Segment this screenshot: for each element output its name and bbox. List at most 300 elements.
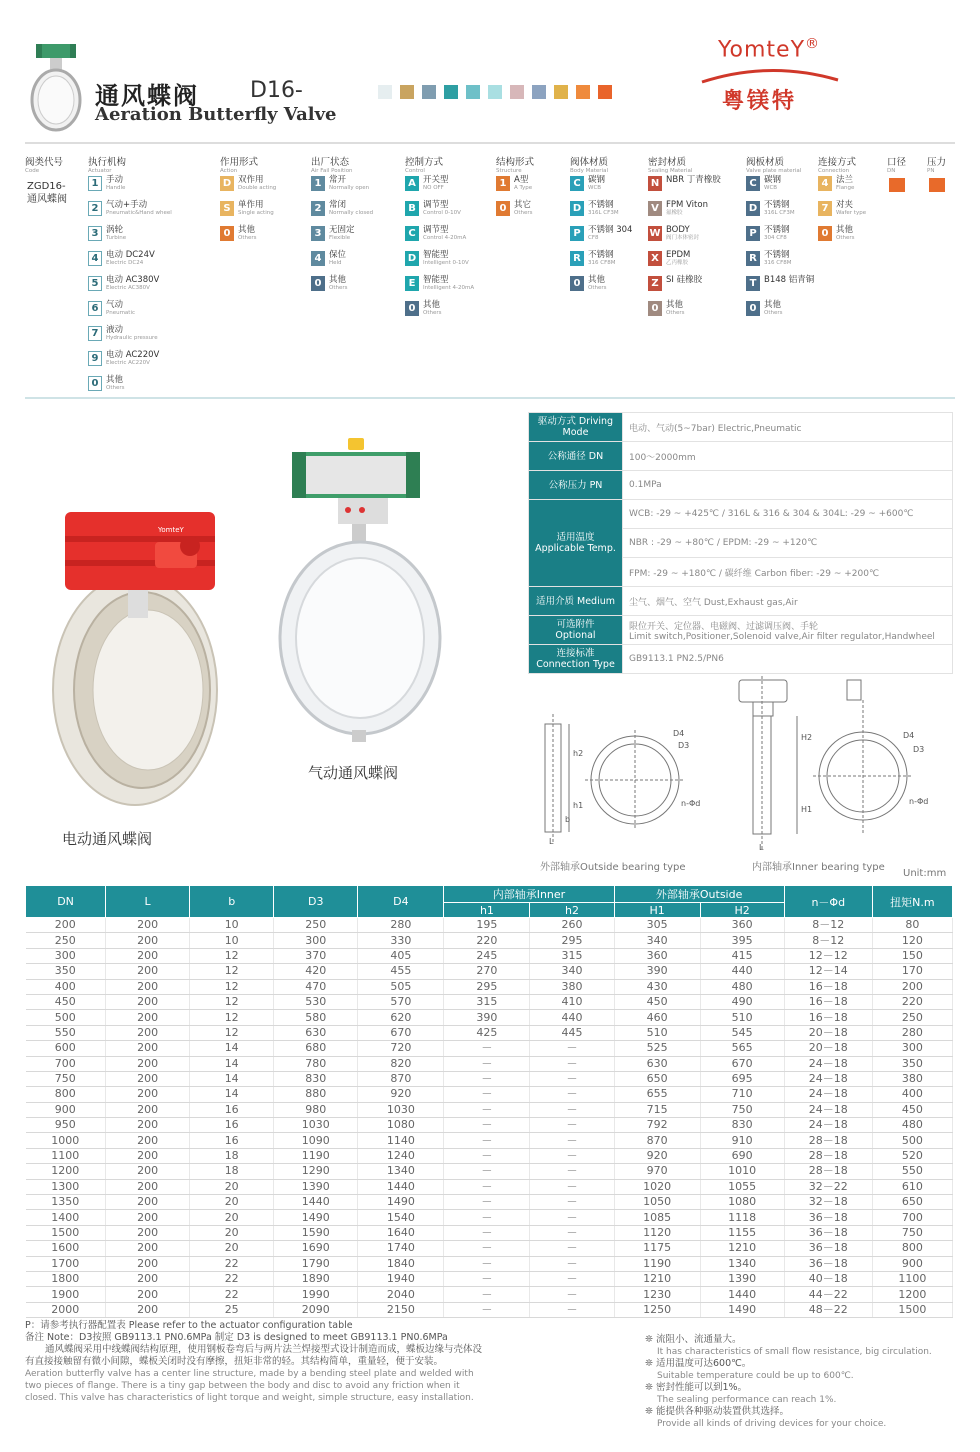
code-desc: 通风蝶阀 — [27, 194, 67, 205]
option-label: 其他 Others — [764, 300, 783, 316]
option-label: 不锈钢 304 CF8 — [588, 225, 633, 241]
table-cell: 920 — [614, 1148, 700, 1163]
table-cell: 22 — [190, 1271, 274, 1286]
option-label: 碳钢 WCB — [764, 175, 782, 191]
table-cell: 44－22 — [784, 1287, 872, 1302]
option-code: Z — [648, 276, 662, 291]
table-cell: 400 — [26, 979, 106, 994]
table-cell: － — [444, 1041, 530, 1056]
selection-option-actuator — [88, 276, 159, 291]
table-cell: 1230 — [614, 1287, 700, 1302]
table-cell: － — [444, 1210, 530, 1225]
table-cell: 20 — [190, 1225, 274, 1240]
table-cell: 200 — [106, 1241, 190, 1256]
option-code: D — [220, 176, 234, 191]
table-cell: － — [530, 1041, 614, 1056]
table-cell: 1175 — [614, 1241, 700, 1256]
th-nd: n－Φd — [784, 886, 872, 918]
table-cell: 340 — [614, 933, 700, 948]
option-label: B148 铝青铜 — [764, 275, 815, 285]
table-cell: 270 — [444, 964, 530, 979]
table-row — [26, 1133, 953, 1148]
selection-option-action — [220, 201, 274, 216]
table-cell: 295 — [530, 933, 614, 948]
table-cell: 1240 — [358, 1148, 444, 1163]
table-cell: 695 — [700, 1071, 784, 1086]
model-code: D16- — [250, 78, 303, 103]
feature-list — [645, 1334, 955, 1430]
spec-key: 连接标准 Connection Type — [529, 645, 623, 674]
option-code: 0 — [496, 201, 510, 216]
table-cell: 200 — [106, 1302, 190, 1317]
table-cell: 32－18 — [784, 1195, 872, 1210]
table-row — [26, 1087, 953, 1102]
option-code: 4 — [818, 176, 832, 191]
color-swatch — [510, 85, 524, 99]
selection-option-airfail — [311, 176, 369, 191]
table-cell: 2150 — [358, 1302, 444, 1317]
color-swatch — [422, 85, 436, 99]
table-cell: 200 — [106, 1025, 190, 1040]
option-code: R — [570, 251, 584, 266]
selection-option-control — [405, 251, 469, 266]
svg-text:YomteY: YomteY — [158, 526, 184, 534]
table-cell: 1440 — [274, 1195, 358, 1210]
selection-option-actuator — [88, 201, 172, 216]
table-cell: 580 — [274, 1010, 358, 1025]
table-cell: 1600 — [26, 1241, 106, 1256]
table-cell: 820 — [358, 1056, 444, 1071]
table-cell: 200 — [106, 994, 190, 1009]
table-cell: 2040 — [358, 1287, 444, 1302]
table-cell: 12 — [190, 1025, 274, 1040]
table-cell: 1100 — [872, 1271, 952, 1286]
option-code: P — [570, 226, 584, 241]
table-cell: 410 — [530, 994, 614, 1009]
table-cell: 450 — [872, 1102, 952, 1117]
svg-text:L: L — [759, 843, 764, 852]
option-code: 7 — [818, 201, 832, 216]
table-cell: 16－18 — [784, 979, 872, 994]
spec-row — [529, 442, 953, 471]
selection-option-airfail — [311, 276, 347, 291]
table-cell: 220 — [872, 994, 952, 1009]
svg-text:D4: D4 — [903, 731, 915, 740]
option-code: V — [648, 201, 662, 216]
table-cell: 200 — [106, 979, 190, 994]
table-cell: 295 — [444, 979, 530, 994]
table-cell: 200 — [106, 1287, 190, 1302]
table-row — [26, 1225, 953, 1240]
feature-cn: ❊ 适用温度可达600℃。 — [645, 1358, 752, 1369]
table-cell: 340 — [530, 964, 614, 979]
selection-option-body — [570, 176, 605, 191]
svg-text:n-Φd: n-Φd — [909, 797, 929, 806]
table-cell: 505 — [358, 979, 444, 994]
table-cell: 780 — [274, 1056, 358, 1071]
option-code: X — [648, 251, 662, 266]
table-cell: － — [530, 1148, 614, 1163]
section-divider — [25, 397, 955, 399]
table-cell: 1490 — [358, 1195, 444, 1210]
option-label: 常闭 Normally closed — [329, 200, 374, 216]
selection-column-header: 执行机构 Actuator — [88, 157, 127, 174]
table-cell: 18 — [190, 1164, 274, 1179]
option-label: EPDM 乙丙橡胶 — [666, 250, 691, 266]
th-H1: H1 — [614, 903, 700, 918]
table-cell: 200 — [106, 1041, 190, 1056]
table-cell: － — [444, 1118, 530, 1133]
spec-row — [529, 616, 953, 645]
note-remark: 备注 Note：D3按照 GB9113.1 PN0.6MPa 制定 D3 is designed to meet GB9113.1 PN0.6MPa — [25, 1332, 448, 1343]
option-label: NBR 丁青橡胶 — [666, 175, 721, 185]
table-row — [26, 979, 953, 994]
table-cell: 250 — [274, 918, 358, 933]
spec-key: 公称通径 DN — [529, 442, 623, 471]
selection-column-header: 口径 DN — [887, 157, 907, 174]
svg-text:D3: D3 — [913, 745, 925, 754]
selection-option-body — [570, 276, 606, 291]
table-cell: 200 — [106, 948, 190, 963]
table-cell: 200 — [106, 1010, 190, 1025]
table-cell: 1055 — [700, 1179, 784, 1194]
option-code: 3 — [88, 226, 102, 241]
table-cell: 14 — [190, 1056, 274, 1071]
table-cell: 300 — [26, 948, 106, 963]
table-row — [26, 1287, 953, 1302]
table-row — [26, 1302, 953, 1317]
table-cell: 20 — [190, 1241, 274, 1256]
option-code: D — [405, 251, 419, 266]
table-row — [26, 1241, 953, 1256]
table-row — [26, 1256, 953, 1271]
selection-option-seal — [648, 301, 684, 316]
table-cell: 1250 — [614, 1302, 700, 1317]
table-cell: 16 — [190, 1118, 274, 1133]
feature-en: Suitable temperature could be up to 600℃. — [657, 1371, 854, 1381]
table-cell: 12－12 — [784, 948, 872, 963]
table-cell: 28－18 — [784, 1164, 872, 1179]
table-cell: 450 — [26, 994, 106, 1009]
option-label: 其他 Others — [329, 275, 348, 291]
table-cell: － — [444, 1271, 530, 1286]
bullet-icon: ❊ — [645, 1334, 656, 1345]
table-cell: 440 — [530, 1010, 614, 1025]
option-label: 对夹 Wafer type — [836, 200, 867, 216]
header — [0, 0, 980, 145]
table-cell: 900 — [26, 1102, 106, 1117]
table-cell: 10 — [190, 918, 274, 933]
table-cell: 1340 — [358, 1164, 444, 1179]
table-cell: 350 — [872, 1056, 952, 1071]
table-row — [26, 1071, 953, 1086]
selection-option-actuator — [88, 326, 158, 341]
table-cell: 1290 — [274, 1164, 358, 1179]
table-cell: 800 — [26, 1087, 106, 1102]
table-cell: 48－22 — [784, 1302, 872, 1317]
page-title-cn: 通风蝶阀 — [95, 82, 199, 110]
selection-column-header: 阀板材质 Valve plate material — [746, 157, 802, 174]
table-cell: 200 — [106, 1102, 190, 1117]
table-cell: 610 — [872, 1179, 952, 1194]
spec-value: 限位开关、定位器、电磁阀、过滤调压阀、手轮 Limit switch,Positioner,Solenoid valve,Air filter regulator,Handwheel — [623, 616, 953, 645]
option-label: 电动 DC24V Electric DC24 — [106, 250, 155, 266]
selection-option-control — [405, 226, 466, 241]
table-cell: 32－22 — [784, 1179, 872, 1194]
table-cell: 20 — [190, 1210, 274, 1225]
table-cell: 200 — [106, 1164, 190, 1179]
table-cell: － — [530, 1118, 614, 1133]
table-row — [26, 1056, 953, 1071]
option-label: 调节型 Control 4-20mA — [423, 225, 467, 241]
selection-column-header: 结构形式 Structure — [496, 157, 535, 174]
table-cell: 1140 — [358, 1133, 444, 1148]
table-cell: 8－12 — [784, 933, 872, 948]
table-cell: 1120 — [614, 1225, 700, 1240]
table-cell: 1350 — [26, 1195, 106, 1210]
table-cell: 200 — [106, 1225, 190, 1240]
option-label: 不锈钢 316L CF3M — [588, 200, 619, 216]
option-code: 0 — [88, 376, 102, 391]
table-cell: － — [444, 1256, 530, 1271]
table-cell: 630 — [274, 1025, 358, 1040]
option-label: 开关型 NO OFF — [423, 175, 449, 191]
table-cell: 250 — [872, 1010, 952, 1025]
table-cell: 430 — [614, 979, 700, 994]
option-code: E — [405, 276, 419, 291]
table-cell: 1200 — [872, 1287, 952, 1302]
option-code: T — [746, 276, 760, 291]
table-cell: 18 — [190, 1148, 274, 1163]
option-label: 不锈钢 316 CF8M — [764, 250, 792, 266]
spec-value: WCB: -29 ~ +425℃ / 316L & 316 & 304 & 304L: -29 ~ +600℃ — [623, 500, 953, 529]
th-h2: h2 — [530, 903, 614, 918]
table-cell: 10 — [190, 933, 274, 948]
table-row — [26, 1010, 953, 1025]
table-cell: 220 — [444, 933, 530, 948]
table-cell: 1400 — [26, 1210, 106, 1225]
feature-item — [645, 1358, 955, 1382]
table-cell: － — [444, 1071, 530, 1086]
table-cell: 14 — [190, 1087, 274, 1102]
option-code: 0 — [311, 276, 325, 291]
option-label: 其他 Others — [238, 225, 257, 241]
th-H2: H2 — [700, 903, 784, 918]
table-cell: 530 — [274, 994, 358, 1009]
table-cell: 150 — [872, 948, 952, 963]
option-label: 不锈钢 316L CF3M — [764, 200, 795, 216]
table-cell: － — [530, 1071, 614, 1086]
feature-cn: ❊ 流阻小、流通量大。 — [645, 1334, 742, 1345]
option-label: 智能型 Intelligent 4-20mA — [423, 275, 475, 291]
option-code: 0 — [648, 301, 662, 316]
spec-key: 驱动方式 Driving Mode — [529, 413, 623, 442]
table-cell: 460 — [614, 1010, 700, 1025]
option-label: 无固定 Flexible — [329, 225, 355, 241]
table-cell: 36－18 — [784, 1241, 872, 1256]
selection-column-header: 控制方式 Control — [405, 157, 444, 174]
spec-value: FPM: -29 ~ +180℃ / 碳纤维 Carbon fiber: -29 ~ +200℃ — [623, 558, 953, 587]
table-cell: 1340 — [700, 1256, 784, 1271]
table-cell: 450 — [614, 994, 700, 1009]
option-code: 0 — [220, 226, 234, 241]
table-row — [26, 1118, 953, 1133]
dn-box — [889, 178, 905, 192]
table-cell: 16 — [190, 1133, 274, 1148]
th-inner: 内部轴承Inner — [444, 886, 614, 903]
th-b: b — [190, 886, 274, 918]
table-cell: 650 — [872, 1195, 952, 1210]
table-cell: 1030 — [358, 1102, 444, 1117]
bullet-icon: ❊ — [645, 1358, 656, 1369]
table-cell: － — [444, 1195, 530, 1210]
option-label: 手动 Handle — [106, 175, 126, 191]
table-cell: 40－18 — [784, 1271, 872, 1286]
table-cell: 120 — [872, 933, 952, 948]
table-cell: 480 — [872, 1118, 952, 1133]
th-d4: D4 — [358, 886, 444, 918]
table-cell: 170 — [872, 964, 952, 979]
table-cell: 200 — [106, 1087, 190, 1102]
spec-key: 适用温度 Applicable Temp. — [529, 500, 623, 587]
outside-bearing-caption: 外部轴承Outside bearing type — [540, 862, 686, 873]
table-cell: 1100 — [26, 1148, 106, 1163]
table-cell: 920 — [358, 1087, 444, 1102]
table-cell: － — [530, 1056, 614, 1071]
table-cell: － — [444, 1087, 530, 1102]
table-cell: 500 — [872, 1133, 952, 1148]
table-cell: 700 — [872, 1210, 952, 1225]
dimension-table — [25, 885, 953, 1318]
table-cell: 980 — [274, 1102, 358, 1117]
svg-text:h2: h2 — [573, 749, 584, 758]
option-code: W — [649, 228, 661, 239]
selection-option-plate — [746, 176, 781, 191]
table-cell: 1440 — [700, 1287, 784, 1302]
selection-option-plate — [746, 251, 792, 266]
table-cell: － — [444, 1133, 530, 1148]
th-h1: h1 — [444, 903, 530, 918]
selection-column-header: 密封材质 Sealing Material — [648, 157, 693, 174]
table-cell: 2090 — [274, 1302, 358, 1317]
table-cell: 1020 — [614, 1179, 700, 1194]
table-cell: 1190 — [274, 1148, 358, 1163]
electric-valve-caption: 电动通风蝶阀 — [62, 830, 153, 848]
option-code: C — [570, 176, 584, 191]
table-cell: 1890 — [274, 1271, 358, 1286]
selection-option-plate — [746, 301, 782, 316]
table-row — [26, 1179, 953, 1194]
selection-option-actuator — [88, 351, 159, 366]
option-label: 其他 Others — [666, 300, 685, 316]
table-cell: 390 — [614, 964, 700, 979]
table-cell: 800 — [872, 1241, 952, 1256]
table-cell: － — [444, 1102, 530, 1117]
option-code: 6 — [88, 301, 102, 316]
option-code: 2 — [88, 201, 102, 216]
option-code: 0 — [570, 276, 584, 291]
table-cell: 405 — [358, 948, 444, 963]
table-cell: 1540 — [358, 1210, 444, 1225]
table-cell: 1900 — [26, 1287, 106, 1302]
spec-value: 0.1MPa — [623, 471, 953, 500]
table-cell: 490 — [700, 994, 784, 1009]
table-cell: 900 — [872, 1256, 952, 1271]
code-value: ZGD16- — [27, 181, 66, 192]
table-cell: 12 — [190, 964, 274, 979]
spec-row — [529, 587, 953, 616]
bullet-icon: ❊ — [645, 1382, 656, 1393]
pneumatic-valve-image — [270, 438, 450, 750]
table-cell: 550 — [872, 1164, 952, 1179]
table-cell: 200 — [106, 1179, 190, 1194]
table-cell: 200 — [106, 964, 190, 979]
table-cell: 750 — [700, 1102, 784, 1117]
table-cell: 1840 — [358, 1256, 444, 1271]
table-cell: 280 — [358, 918, 444, 933]
table-cell: 470 — [274, 979, 358, 994]
option-label: 液动 Hydraulic pressure — [106, 325, 158, 341]
table-cell: 280 — [872, 1025, 952, 1040]
option-label: 电动 AC380V Electric AC380V — [106, 275, 160, 291]
table-cell: 12－14 — [784, 964, 872, 979]
table-cell: 300 — [274, 933, 358, 948]
svg-text:H2: H2 — [801, 733, 813, 742]
table-cell: 510 — [700, 1010, 784, 1025]
table-cell: 12 — [190, 1010, 274, 1025]
table-cell: 425 — [444, 1025, 530, 1040]
option-label: 法兰 Flange — [836, 175, 855, 191]
selection-option-body — [570, 251, 616, 266]
table-cell: 20－18 — [784, 1025, 872, 1040]
table-cell: 380 — [872, 1071, 952, 1086]
option-label: 常开 Normally open — [329, 175, 370, 191]
table-cell: － — [530, 1164, 614, 1179]
selection-option-actuator — [88, 301, 135, 316]
table-cell: 36－18 — [784, 1210, 872, 1225]
table-cell: － — [530, 1102, 614, 1117]
table-cell: 710 — [700, 1087, 784, 1102]
table-cell: 455 — [358, 964, 444, 979]
table-cell: 260 — [530, 918, 614, 933]
selection-column-header: 连接方式 Connection — [818, 157, 857, 174]
table-cell: 8－12 — [784, 918, 872, 933]
option-code: R — [746, 251, 760, 266]
table-cell: 655 — [614, 1087, 700, 1102]
brand-logo-cn: 粤镁特 — [722, 89, 798, 114]
option-code: B — [405, 201, 419, 216]
color-swatch — [378, 85, 392, 99]
table-cell: 670 — [358, 1025, 444, 1040]
option-label: 气动+手动 Pneumatic&Hand wheel — [106, 200, 172, 216]
th-d3: D3 — [274, 886, 358, 918]
table-cell: 1940 — [358, 1271, 444, 1286]
table-cell: 14 — [190, 1041, 274, 1056]
option-code: D — [746, 201, 760, 216]
table-cell: 1990 — [274, 1287, 358, 1302]
spec-value: NBR : -29 ~ +80℃ / EPDM: -29 ~ +120℃ — [623, 529, 953, 558]
selection-option-structure — [496, 176, 532, 191]
option-code: 4 — [88, 251, 102, 266]
bullet-icon: ❊ — [645, 1406, 656, 1417]
option-code: 2 — [311, 201, 325, 216]
table-cell: 200 — [106, 1118, 190, 1133]
table-cell: 1118 — [700, 1210, 784, 1225]
table-cell: 970 — [614, 1164, 700, 1179]
option-label: SI 硅橡胶 — [666, 275, 703, 285]
spec-value: 电动、气动(5~7bar) Electric,Pneumatic — [623, 413, 953, 442]
table-cell: 1490 — [274, 1210, 358, 1225]
